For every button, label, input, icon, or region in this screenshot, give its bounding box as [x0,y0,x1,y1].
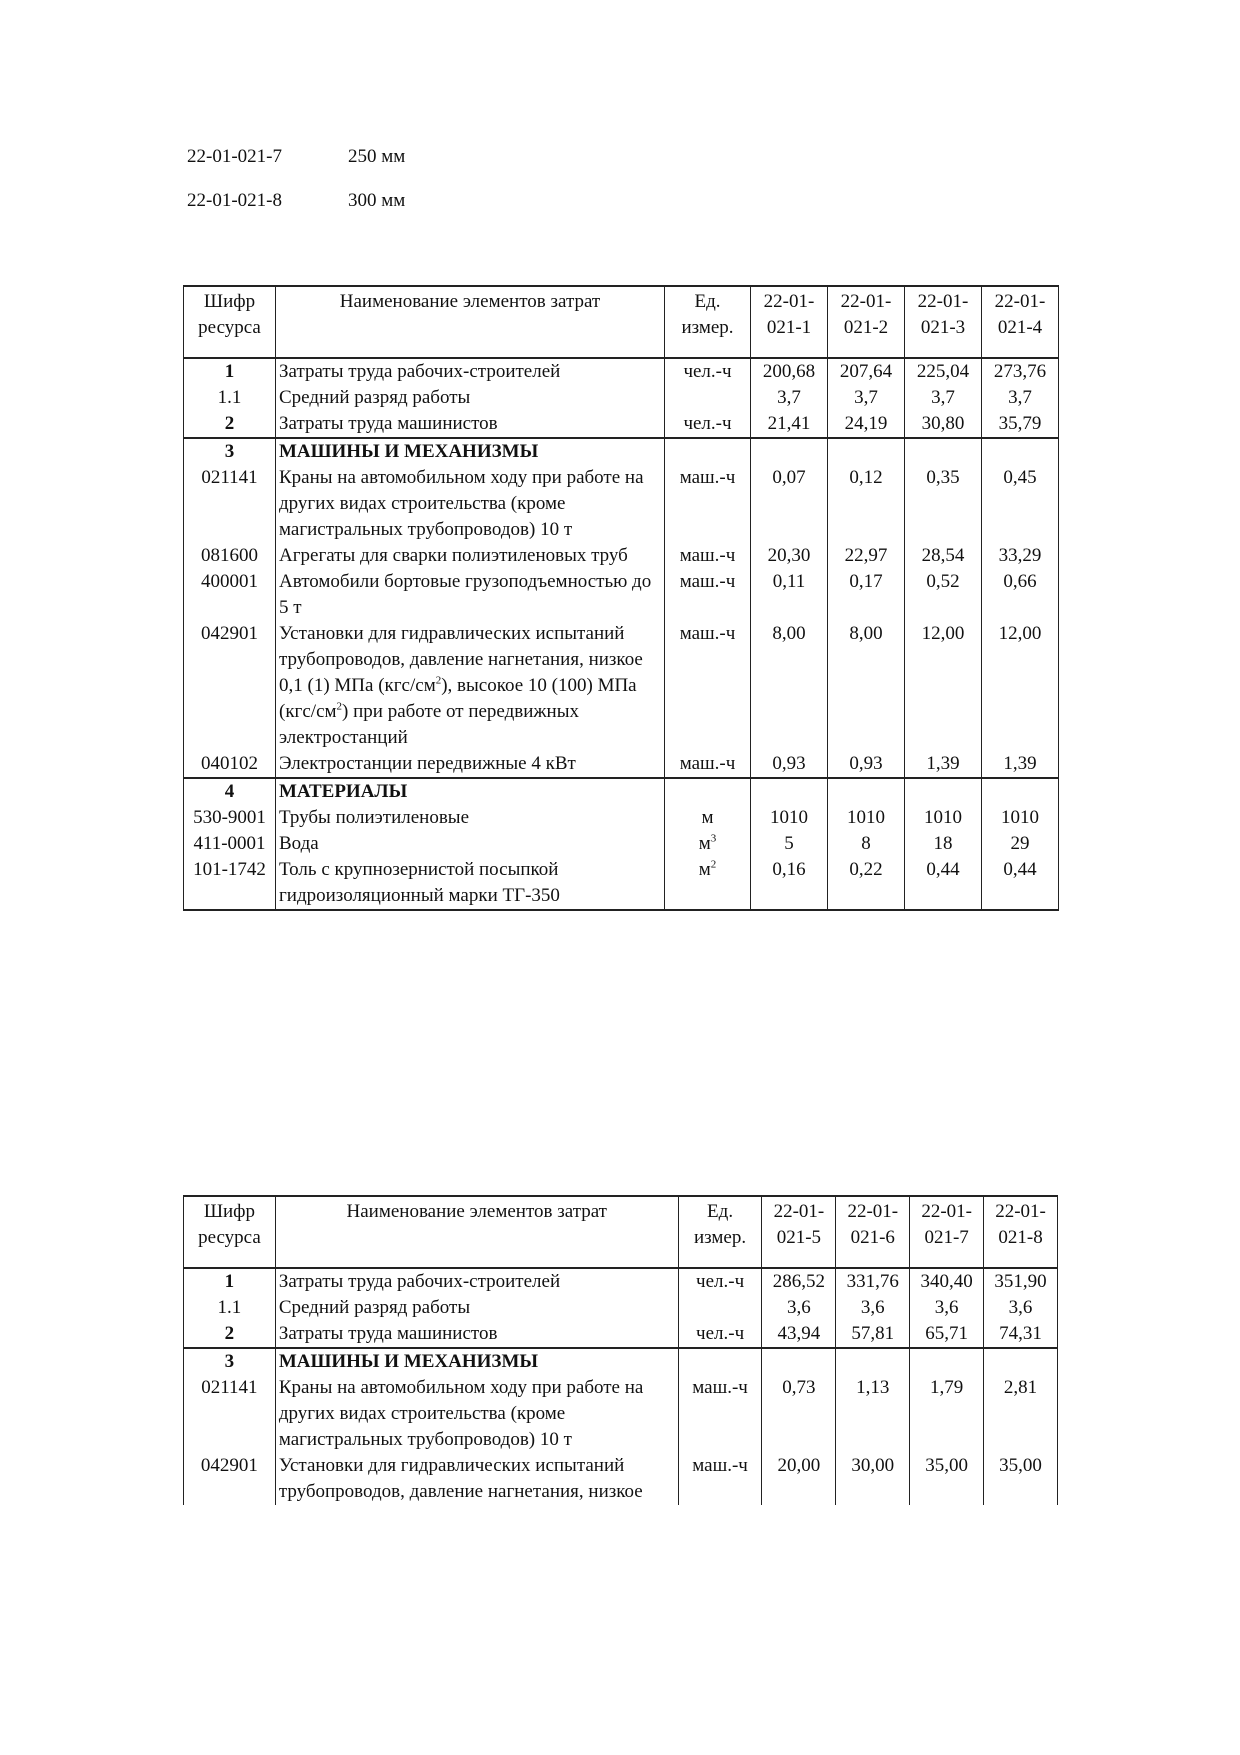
value-cell: 340,40 [910,1268,984,1295]
value-cell: 29 [982,831,1059,857]
value-cell [905,778,982,805]
resource-code: 101-1742 [184,857,276,910]
unit: маш.-ч [665,621,751,751]
unit [665,778,751,805]
unit: чел.-ч [665,411,751,438]
unit [665,857,751,910]
value-cell: 35,79 [982,411,1059,438]
unit: чел.-ч [678,1268,762,1295]
resource-code: 2 [184,1321,276,1348]
header-column-code: 22-01-021-5 [762,1196,836,1268]
value-cell: 8,00 [751,621,828,751]
resource-name: Краны на автомобильном ходу при работе на других видах строительства (кроме магистральных трубопроводов) 10 т [275,1375,678,1453]
table-row [184,358,1059,385]
resource-name: Затраты труда рабочих-строителей [276,358,665,385]
resource-name: Средний разряд работы [275,1295,678,1321]
table-2-clip [183,1195,1058,1590]
value-cell: 28,54 [905,543,982,569]
value-cell: 1,39 [905,751,982,778]
table-row [184,411,1059,438]
value-cell: 0,73 [762,1375,836,1453]
table-row [184,751,1059,778]
value-cell: 43,94 [762,1321,836,1348]
text-part: м [698,833,711,854]
intro-row [187,146,405,190]
value-cell [828,778,905,805]
value-cell [836,1348,910,1375]
table-row [184,1375,1058,1453]
value-cell: 0,44 [905,857,982,910]
value-cell: 1,39 [982,751,1059,778]
value-cell: 0,16 [751,857,828,910]
table-row [184,1453,1058,1505]
header-column-code: 22-01-021-1 [751,286,828,358]
value-cell: 0,52 [905,569,982,621]
resource-table-2 [183,1195,1058,1505]
unit: маш.-ч [665,543,751,569]
unit: маш.-ч [678,1375,762,1453]
header-column-code: 22-01-021-7 [910,1196,984,1268]
unit [678,1295,762,1321]
intro-row [187,190,405,234]
header-row [184,286,1059,358]
resource-name: Краны на автомобильном ходу при работе на других видах строительства (кроме магистральных трубопроводов) 10 т [276,465,665,543]
intro-value: 250 мм [348,146,406,167]
unit [665,438,751,465]
value-cell: 0,17 [828,569,905,621]
table-body [184,1196,1058,1505]
value-cell: 30,00 [836,1453,910,1505]
superscript: 2 [435,674,442,687]
value-cell: 0,11 [751,569,828,621]
table-row [184,805,1059,831]
value-cell: 286,52 [762,1268,836,1295]
unit [665,385,751,411]
unit: маш.-ч [678,1453,762,1505]
value-cell: 5 [751,831,828,857]
text-part: м [698,859,711,880]
intro-list [187,146,405,234]
value-cell: 1010 [828,805,905,831]
value-cell: 3,6 [836,1295,910,1321]
value-cell: 207,64 [828,358,905,385]
value-cell: 273,76 [982,358,1059,385]
resource-name: Затраты труда рабочих-строителей [275,1268,678,1295]
resource-name: МАШИНЫ И МЕХАНИЗМЫ [275,1348,678,1375]
unit: маш.-ч [665,465,751,543]
section-row [184,1348,1058,1375]
header-name: Наименование элементов затрат [276,286,665,358]
resource-name: Установки для гидравлических испытаний трубопроводов, давление нагнетания, низкое [275,1453,678,1505]
value-cell: 12,00 [982,621,1059,751]
header-unit: Ед. измер. [665,286,751,358]
value-cell: 1,79 [910,1375,984,1453]
value-cell: 3,7 [982,385,1059,411]
value-cell: 33,29 [982,543,1059,569]
value-cell: 8 [828,831,905,857]
table-row [184,857,1059,910]
resource-code: 400001 [184,569,276,621]
header-column-code: 22-01-021-4 [982,286,1059,358]
value-cell [828,438,905,465]
table-body [184,286,1059,910]
superscript: 3 [710,832,717,845]
value-cell: 20,30 [751,543,828,569]
header-column-code: 22-01-021-6 [836,1196,910,1268]
value-cell [751,778,828,805]
value-cell: 57,81 [836,1321,910,1348]
value-cell: 3,6 [984,1295,1058,1321]
table-row [184,465,1059,543]
table-row [184,1295,1058,1321]
resource-code: 042901 [184,1453,276,1505]
text-part: ), высокое 10 (100) МПа (кгс/см [279,675,637,722]
value-cell: 30,80 [905,411,982,438]
value-cell: 1010 [751,805,828,831]
table-row [184,1321,1058,1348]
value-cell: 22,97 [828,543,905,569]
value-cell [984,1348,1058,1375]
value-cell [762,1348,836,1375]
resource-code: 081600 [184,543,276,569]
unit: чел.-ч [678,1321,762,1348]
resource-name: МАШИНЫ И МЕХАНИЗМЫ [276,438,665,465]
value-cell: 8,00 [828,621,905,751]
header-code: Шифр ресурса [184,1196,276,1268]
table-row [184,569,1059,621]
value-cell: 0,12 [828,465,905,543]
value-cell: 225,04 [905,358,982,385]
table-row [184,543,1059,569]
unit: маш.-ч [665,751,751,778]
value-cell: 12,00 [905,621,982,751]
header-unit: Ед. измер. [678,1196,762,1268]
resource-code: 1.1 [184,1295,276,1321]
resource-code: 042901 [184,621,276,751]
value-cell: 0,93 [828,751,905,778]
resource-code: 021141 [184,1375,276,1453]
value-cell: 3,7 [905,385,982,411]
resource-name: Автомобили бортовые грузоподъемностью до 5 т [276,569,665,621]
resource-code: 2 [184,411,276,438]
header-row [184,1196,1058,1268]
unit: м [665,805,751,831]
value-cell: 3,7 [828,385,905,411]
section-row [184,778,1059,805]
resource-code: 1.1 [184,385,276,411]
header-name: Наименование элементов затрат [275,1196,678,1268]
value-cell [910,1348,984,1375]
value-cell: 1010 [982,805,1059,831]
section-row [184,438,1059,465]
value-cell: 74,31 [984,1321,1058,1348]
resource-code: 1 [184,1268,276,1295]
value-cell: 331,76 [836,1268,910,1295]
resource-code: 530-9001 [184,805,276,831]
header-column-code: 22-01-021-3 [905,286,982,358]
value-cell [982,438,1059,465]
superscript: 2 [710,858,717,871]
resource-code: 3 [184,1348,276,1375]
resource-name: Вода [276,831,665,857]
superscript: 2 [336,700,343,713]
value-cell [982,778,1059,805]
value-cell: 0,07 [751,465,828,543]
resource-code: 021141 [184,465,276,543]
value-cell: 351,90 [984,1268,1058,1295]
intro-value: 300 мм [348,190,406,211]
value-cell: 65,71 [910,1321,984,1348]
value-cell: 21,41 [751,411,828,438]
resource-code: 040102 [184,751,276,778]
table-row [184,831,1059,857]
text-part: ) при работе от передвижных электростанций [279,701,579,748]
value-cell: 0,22 [828,857,905,910]
value-cell: 18 [905,831,982,857]
value-cell: 0,35 [905,465,982,543]
resource-code: 4 [184,778,276,805]
value-cell: 35,00 [984,1453,1058,1505]
resource-name: Затраты труда машинистов [275,1321,678,1348]
header-column-code: 22-01-021-8 [984,1196,1058,1268]
unit [678,1348,762,1375]
value-cell: 3,7 [751,385,828,411]
header-column-code: 22-01-021-2 [828,286,905,358]
text-part: Установки для гидравлических испытаний трубопроводов, давление нагнетания, низкое 0,1 (1) МПа (кгс/см [279,623,643,696]
resource-name: Средний разряд работы [276,385,665,411]
value-cell: 200,68 [751,358,828,385]
value-cell: 3,6 [910,1295,984,1321]
value-cell: 35,00 [910,1453,984,1505]
resource-name: Затраты труда машинистов [276,411,665,438]
intro-code: 22-01-021-7 [187,146,282,167]
value-cell: 1,13 [836,1375,910,1453]
resource-name: Толь с крупнозернистой посыпкой гидроизоляционный марки ТГ-350 [276,857,665,910]
unit [665,831,751,857]
value-cell [751,438,828,465]
table-row [184,1268,1058,1295]
header-code: Шифр ресурса [184,286,276,358]
unit: маш.-ч [665,569,751,621]
resource-code: 411-0001 [184,831,276,857]
resource-name: Агрегаты для сварки полиэтиленовых труб [276,543,665,569]
table-row [184,385,1059,411]
resource-name: МАТЕРИАЛЫ [276,778,665,805]
value-cell: 3,6 [762,1295,836,1321]
value-cell: 24,19 [828,411,905,438]
resource-code: 3 [184,438,276,465]
value-cell: 2,81 [984,1375,1058,1453]
intro-code: 22-01-021-8 [187,190,282,211]
resource-table-1 [183,285,1059,911]
value-cell: 0,44 [982,857,1059,910]
value-cell: 0,45 [982,465,1059,543]
resource-name: Электростанции передвижные 4 кВт [276,751,665,778]
value-cell: 0,93 [751,751,828,778]
resource-name: Трубы полиэтиленовые [276,805,665,831]
value-cell: 1010 [905,805,982,831]
value-cell: 20,00 [762,1453,836,1505]
resource-code: 1 [184,358,276,385]
value-cell: 0,66 [982,569,1059,621]
table-row [184,621,1059,751]
value-cell [905,438,982,465]
unit: чел.-ч [665,358,751,385]
resource-name [276,621,665,751]
